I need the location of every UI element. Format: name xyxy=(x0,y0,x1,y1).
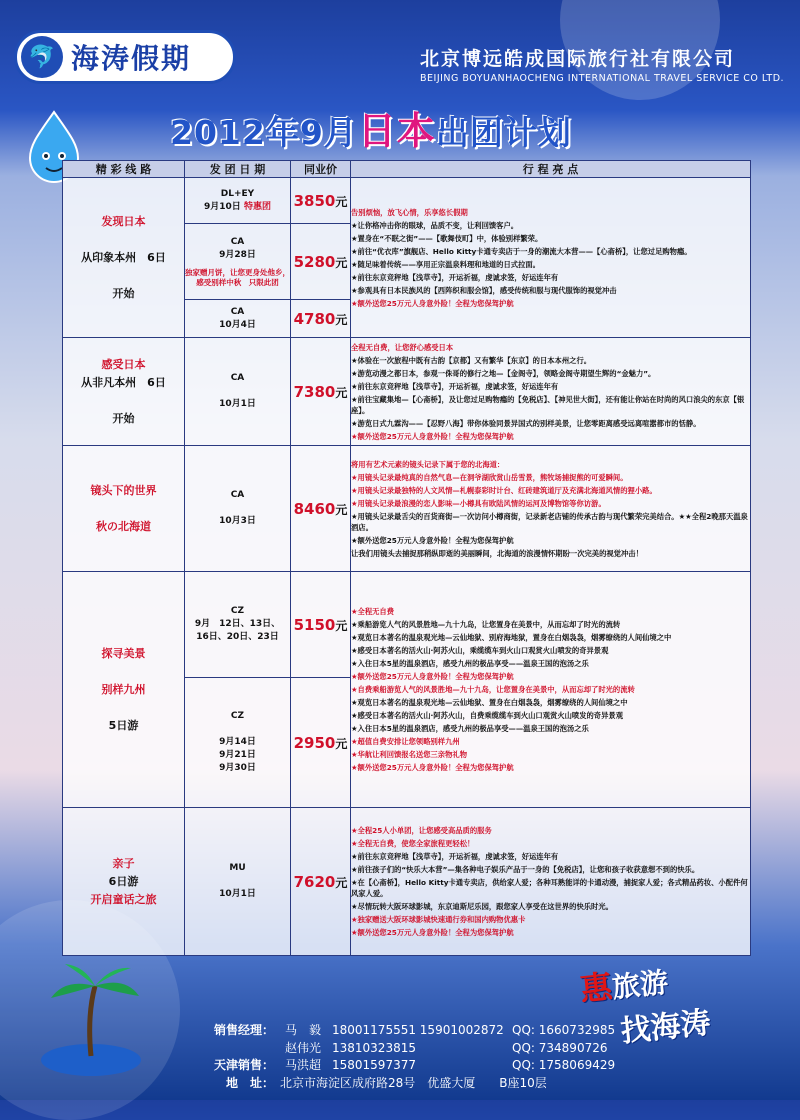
airline-code: DL+EY xyxy=(220,188,255,199)
highlight-item: ★用镜头记录最浪漫的恋人影味—小樽具有欧陆风情的运河及博物馆等你访游。 xyxy=(351,498,606,508)
route-sub: 开启童话之旅 xyxy=(90,892,157,906)
date-cell xyxy=(185,446,291,572)
price-cell xyxy=(291,224,351,300)
contact-name: 赵伟光 xyxy=(284,1040,321,1055)
price-cell xyxy=(291,678,351,808)
highlight-item: 告别烦恼，放飞心情，乐享悠长假期 xyxy=(351,207,468,217)
highlight-item: ★前往东京竞秤地【浅草寺】，开运祈福，虔诚求签，好运连年有 xyxy=(351,272,559,282)
depart-date-text: 10月4日 xyxy=(219,319,256,330)
route-sub: 从非凡本州 6日 xyxy=(81,375,166,389)
highlight-item: ★观览日本著名的温泉观光地—云仙地狱、别府海地狱，置身在白烟袅袅，烟雾缭绕的人间仙境之中 xyxy=(351,633,672,642)
highlight-item: ★游览日式九霖沟——【忍野八海】带你体验同景异国式的别样美景，让您零距离感受远离喧嚣都市的恬静。 xyxy=(351,418,701,428)
address-label: 地 址： xyxy=(225,1075,274,1090)
depart-date-text: 16日、20日、23日 xyxy=(196,632,279,642)
highlight-item: ★全程25人小单团，让您感受高品质的服务 xyxy=(351,826,492,835)
price-unit: 元 xyxy=(335,736,348,751)
contact-phone: 18001175551 15901002872 xyxy=(332,1023,504,1037)
address-text: 北京市海淀区成府路28号 优盛大厦 B座10层 xyxy=(280,1075,547,1090)
price-value: 8460 xyxy=(293,499,336,518)
trip-note: 独家赠月饼，让您更身处他乡， xyxy=(185,267,290,277)
depart-date-text: 9月28日 xyxy=(219,249,256,260)
highlight-item: ★在【心斋桥】，Hello Kitty卡通专卖店，供给家人爱；各种耳熟能详的卡通动漫，捕捉家人爱；各式精品药妆、小配件何风家人爱。 xyxy=(351,878,748,898)
price-cell xyxy=(291,446,351,572)
highlight-item: ★华航让利回馈报名送您三亲物礼物 xyxy=(351,750,467,759)
title-plan: 出团计划 xyxy=(435,113,572,152)
route-cell xyxy=(63,178,185,338)
airline-code: CA xyxy=(230,373,245,383)
highlight-item: ★额外送您25万元人身意外险！全程为您保驾护航 xyxy=(351,298,514,308)
highlight-item: ★前往孩子们的“快乐大本营”—集各种电子娱乐产品于一身的【免税店】，让您和孩子收获意想不到的快乐。 xyxy=(351,865,700,874)
slogan-line1: 旅游 xyxy=(610,965,670,1005)
slogan-line2: 找海涛 xyxy=(619,1005,713,1050)
airline-code: CZ xyxy=(230,606,245,616)
price-cell xyxy=(291,178,351,224)
price-value: 3850 xyxy=(293,191,336,210)
price-value: 7620 xyxy=(293,872,336,891)
trip-note: 感受别样中秋 只限此团 xyxy=(196,277,279,287)
highlight-item: ★额外送您25万元人身意外险！全程为您保驾护航 xyxy=(351,672,514,681)
price-value: 5150 xyxy=(293,615,336,634)
price-cell xyxy=(291,338,351,446)
title-date: 2012年9月 xyxy=(170,113,358,152)
highlight-item: ★随足味着传统——享用正宗温泉料理和地道的日式拉面。 xyxy=(351,259,540,269)
price-unit: 元 xyxy=(335,875,348,890)
dolphin-logo-icon: 🐬 xyxy=(21,36,63,78)
route-name: 镜头下的世界 xyxy=(90,483,157,497)
highlight-item: ★用镜头记录最舌尖的百货商街—一次访问小樽商街，记录新老店铺的传承古韵与现代繁荣完美结合。★★全程2晚那天温泉酒店。 xyxy=(351,511,748,532)
route-sub: 秋の北海道 xyxy=(96,519,151,533)
highlight-item: ★额外送您25万元人身意外险！全程为您保驾护航 xyxy=(351,535,514,545)
depart-date-text: 10月3日 xyxy=(219,516,256,526)
table-row xyxy=(63,446,751,572)
contact-label xyxy=(196,1040,274,1058)
col-header-route: 精 彩 线 路 xyxy=(63,161,185,178)
airline-code: CZ xyxy=(230,711,245,721)
highlight-item: ★独家赠送大阪环球影城快速通行券和国内购物优惠卡 xyxy=(351,915,526,924)
date-cell xyxy=(185,572,291,678)
price-unit: 元 xyxy=(335,194,348,209)
depart-date-text: 9月14日 xyxy=(219,737,256,747)
col-header-date: 发 团 日 期 xyxy=(185,161,291,178)
highlight-item: ★乘船游览人气的风景胜地—九十九岛，让您置身在美景中，从而忘却了时光的流转 xyxy=(351,620,621,629)
company-name-cn: 北京博远皓成国际旅行社有限公司 xyxy=(420,48,736,70)
price-unit: 元 xyxy=(335,312,348,327)
highlight-item: ★超值自费安排让您领略别样九州 xyxy=(351,737,460,746)
highlight-item: 将用有艺术元素的镜头记录下属于您的北海道： xyxy=(351,459,505,469)
page-title xyxy=(170,100,572,155)
col-header-price: 同业价 xyxy=(291,161,351,178)
qq-number: 1758069429 xyxy=(538,1058,616,1072)
route-cell xyxy=(63,446,185,572)
depart-date-text: 10月1日 xyxy=(219,399,256,409)
depart-date-text: 9月21日 xyxy=(219,750,256,760)
airline-code: CA xyxy=(230,490,245,500)
contact-footer xyxy=(196,1022,629,1092)
table-row xyxy=(63,338,751,446)
contact-row xyxy=(196,1057,629,1075)
route-name: 感受日本 xyxy=(101,357,146,371)
highlight-item: ★观览日本著名的温泉观光地—云仙地狱、置身在白烟袅袅，烟雾缭绕的人间仙境之中 xyxy=(351,698,628,707)
highlight-item: ★自费乘船游览人气的风景胜地—九十九岛，让您置身在美景中，从而忘却了时光的流转 xyxy=(351,685,635,694)
highlights-cell xyxy=(351,572,751,808)
route-sub: 开始 xyxy=(112,411,135,425)
qq-number: 734890726 xyxy=(538,1040,608,1055)
palm-tree-icon xyxy=(36,960,146,1080)
airline-code: CA xyxy=(230,236,245,247)
depart-date-text: 9月30日 xyxy=(219,763,256,773)
highlight-item: ★体验在一次旅程中既有古韵【京都】又有繁华【东京】的日本本州之行。 xyxy=(351,355,592,365)
contact-name: 马 毅 xyxy=(284,1023,321,1037)
route-sub: 5日游 xyxy=(108,718,139,732)
highlight-item: ★感受日本著名的活火山·阿苏火山，乘缆缆车到火山口观赏火山喷发的奇异景观 xyxy=(351,646,609,655)
price-value: 4780 xyxy=(293,309,336,328)
highlight-item: ★入住日本5星的温泉酒店，感受九州的极品享受——温泉王国的泡汤之乐 xyxy=(351,659,589,668)
price-unit: 元 xyxy=(335,618,348,633)
date-cell xyxy=(185,808,291,956)
company-block xyxy=(420,44,790,84)
contact-label: 天津销售： xyxy=(213,1058,274,1072)
highlight-item: ★前往东京竞秤地【浅草寺】，开运祈福，虔诚求签，好运连年有 xyxy=(351,852,559,861)
airline-code: MU xyxy=(229,863,246,873)
qq-number: 1660732985 xyxy=(538,1023,616,1037)
highlight-item: ★感受日本著名的活火山·阿苏火山，自费乘缆缆车到火山口观赏火山喷发的奇异景观 xyxy=(351,711,623,720)
company-name-en: BEIJING BOYUANHAOCHENG INTERNATIONAL TRAVEL SERVICE CO LTD. xyxy=(420,73,785,84)
table-row xyxy=(63,572,751,678)
route-cell xyxy=(63,572,185,808)
title-japan: 日本 xyxy=(357,109,436,153)
qq-label: QQ: xyxy=(512,1040,535,1055)
contact-row xyxy=(196,1040,629,1058)
special-tag: 特惠团 xyxy=(243,201,271,212)
highlight-item: ★前往“优衣库”旗舰店、Hello Kitty卡通专卖店于一身的潮流大本营——【心斋桥】，让您过足购物瘾。 xyxy=(351,246,692,256)
highlight-item: 全程无自费，让您舒心感受日本 xyxy=(351,342,454,352)
route-cell xyxy=(63,808,185,956)
highlight-item: ★额外送您25万元人身意外险！全程为您保驾护航 xyxy=(351,431,514,441)
price-cell xyxy=(291,572,351,678)
highlight-item: ★全程无自费 xyxy=(351,607,395,616)
highlight-item: ★额外送您25万元人身意外险！全程为您保驾护航 xyxy=(351,763,514,772)
qq-label: QQ: xyxy=(512,1023,535,1037)
highlights-cell xyxy=(351,808,751,956)
route-sub: 开始 xyxy=(112,286,135,300)
route-name: 亲子 xyxy=(112,856,135,870)
highlight-item: ★游览动漫之都日本，参观一侏哥的修行之地—【金阁寺】，领略金阁寺期望生辉的“金魅力”。 xyxy=(351,368,656,378)
table-header-row xyxy=(63,161,751,178)
airline-code: CA xyxy=(230,306,245,317)
table-row xyxy=(63,808,751,956)
price-value: 7380 xyxy=(293,382,336,401)
depart-date-text: 9月10日 xyxy=(204,201,241,212)
highlights-cell xyxy=(351,446,751,572)
highlight-item: ★尽情玩转大阪环球影城，东京迪斯尼乐园，跟您家人享受在这世界的快乐时光。 xyxy=(351,902,613,911)
date-cell xyxy=(185,338,291,446)
highlight-item: ★前往东京竞秤地【浅草寺】，开运祈福，虔诚求签，好运连年有 xyxy=(351,381,559,391)
contact-phone: 15801597377 xyxy=(332,1058,416,1072)
price-value: 2950 xyxy=(293,733,336,752)
tour-schedule-table xyxy=(62,160,751,956)
table-row xyxy=(63,178,751,224)
highlights-cell xyxy=(351,178,751,338)
depart-date-text: 10月1日 xyxy=(219,889,256,899)
price-cell xyxy=(291,808,351,956)
highlight-item: ★入住日本5星的温泉酒店，感受九州的极品享受——温泉王国的泡汤之乐 xyxy=(351,724,589,733)
highlight-item: ★参观具有日本民族风的【西阵织和服会馆】，感受传统和服与现代服饰的视觉冲击 xyxy=(351,285,617,295)
depart-date-text: 9月 12日、13日、 xyxy=(194,619,281,629)
highlight-item: ★前往宝藏集地—【心斋桥】，及让您过足购物瘾的【免税店】、【神见世大街】，还有能让你站在时尚的风口浪尖的东京【银座】。 xyxy=(351,394,745,415)
highlight-item: ★额外送您25万元人身意外险！全程为您保驾护航 xyxy=(351,928,514,937)
address-row xyxy=(196,1075,629,1093)
price-unit: 元 xyxy=(335,502,348,517)
route-name: 发现日本 xyxy=(101,214,146,228)
date-cell xyxy=(185,678,291,808)
highlight-item: ★置身在“不眠之街”——【歌舞伎町】中，体验别样繁荣。 xyxy=(351,233,543,243)
highlight-item: 让我们用镜头去捕捉那稍纵即逝的美丽瞬间，北海道的浪漫情怀期盼一次完美的视觉冲击！ xyxy=(351,548,643,558)
highlight-item: ★用镜头记录最纯真的自然气息—在洞爷湖欣赏山岳雪景，熊牧场捕捉熊的可爱瞬间。 xyxy=(351,472,628,482)
route-cell xyxy=(63,338,185,446)
highlight-item: ★用镜头记录最独特的人文风情—札幌泰彩时计台、红砖建筑道厅及充满北海道风情的狸小路。 xyxy=(351,485,657,495)
route-sub: 从印象本州 6日 xyxy=(81,250,166,264)
date-cell xyxy=(185,300,291,338)
contact-row xyxy=(196,1022,629,1040)
col-header-highlights: 行 程 亮 点 xyxy=(351,161,751,178)
route-sub: 别样九州 xyxy=(101,682,146,696)
price-value: 5280 xyxy=(293,252,336,271)
date-cell xyxy=(185,224,291,300)
contact-phone: 13810323815 xyxy=(332,1040,416,1055)
price-cell xyxy=(291,300,351,338)
highlight-item: ★让你格冲击你的眼球，品质不变，让利回馈客户。 xyxy=(351,220,519,230)
qq-label: QQ: xyxy=(512,1058,535,1072)
slogan-hui: 惠 xyxy=(578,967,615,1009)
brand-name: 海涛假期 xyxy=(71,42,192,75)
date-cell xyxy=(185,178,291,224)
contact-label: 销售经理： xyxy=(213,1023,274,1037)
depart-date xyxy=(185,201,290,214)
contact-name: 马洪超 xyxy=(284,1058,321,1072)
route-sub: 6日游 xyxy=(108,874,139,888)
price-unit: 元 xyxy=(335,385,348,400)
price-unit: 元 xyxy=(335,255,348,270)
route-name: 探寻美景 xyxy=(101,646,146,660)
highlights-cell xyxy=(351,338,751,446)
brand-logo xyxy=(14,30,236,84)
highlight-item: ★全程无自费，使您全家旅程更轻松！ xyxy=(351,839,475,848)
